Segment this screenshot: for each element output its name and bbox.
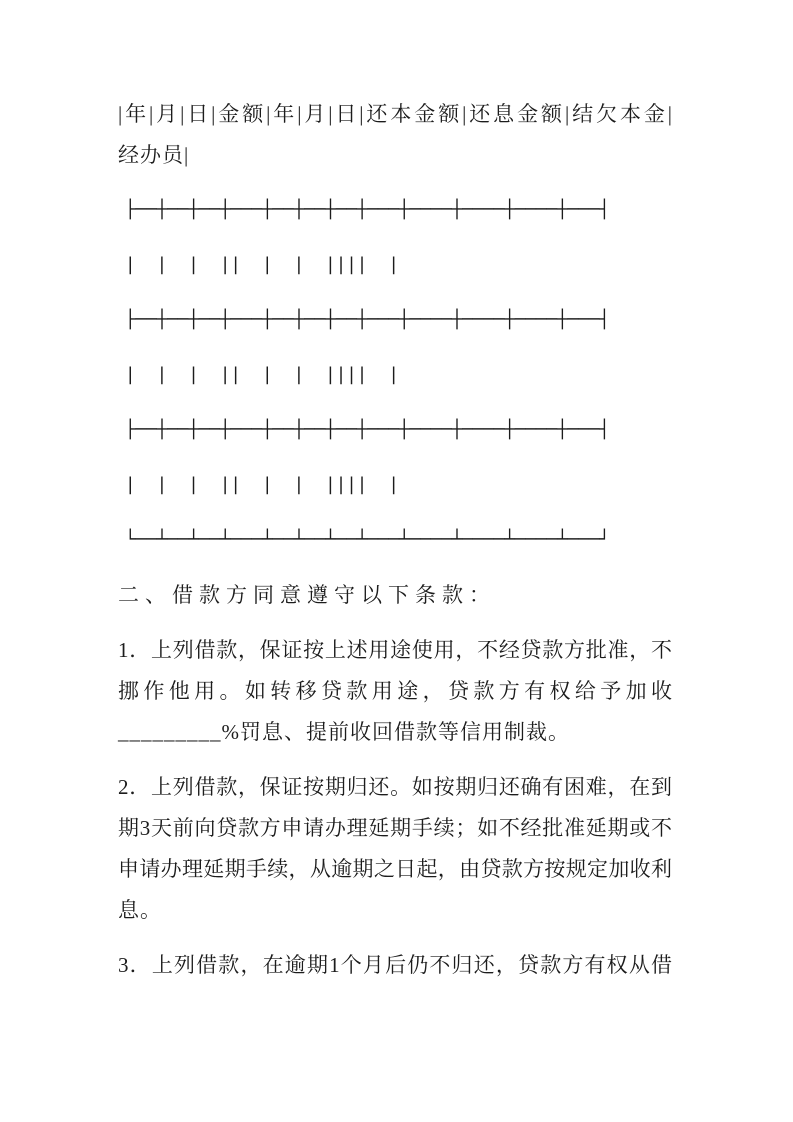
repayment-table: [118, 94, 672, 561]
table-header-line-2: 经办员|: [118, 143, 190, 167]
clause-section-heading: 二、借款方同意遵守以下条款：: [118, 583, 496, 607]
clause-2-line-2: 期3天前向贷款方申请办理延期手续；如不经批准延期或不: [118, 816, 672, 840]
clause-2-line-3: 申请办理延期手续，从逾期之日起，由贷款方按规定加收利: [118, 857, 672, 881]
table-cell-row-2: | | | || | | |||| |: [125, 365, 399, 385]
clause-1-line-3: _________%罚息、提前收回借款等信用制裁。: [118, 720, 570, 744]
clause-1-line-1: 1．上列借款，保证按上述用途使用，不经贷款方批准，不: [118, 638, 672, 662]
table-separator-row-2: ├──┼──┼──┼───┼──┼──┼──┼───┼────┼────┼────┼───┤: [125, 310, 610, 330]
clause-2-line-1: 2．上列借款，保证按期归还。如按期归还确有困难，在到: [118, 775, 672, 799]
clause-2-line-4: 息。: [118, 898, 162, 922]
clause-3-line-1: 3．上列借款，在逾期1个月后仍不归还，贷款方有权从借: [118, 953, 672, 977]
clauses-section: [118, 575, 672, 986]
table-header-line-1: |年|月|日|金额|年|月|日|还本金额|还息金额|结欠本金|: [118, 102, 672, 126]
clause-1-line-2: 挪作他用。如转移贷款用途，贷款方有权给予加收: [118, 679, 672, 703]
table-separator-row-3: ├──┼──┼──┼───┼──┼──┼──┼───┼────┼────┼────┼───┤: [125, 420, 610, 440]
table-bottom-border: └──┴──┴──┴───┴──┴──┴──┴───┴────┴────┴────┴───┘: [125, 530, 610, 550]
table-cell-row-3: | | | || | | |||| |: [125, 475, 399, 495]
table-separator-row-1: ├──┼──┼──┼───┼──┼──┼──┼───┼────┼────┼────┼───┤: [125, 200, 610, 220]
table-cell-row-1: | | | || | | |||| |: [125, 255, 399, 275]
